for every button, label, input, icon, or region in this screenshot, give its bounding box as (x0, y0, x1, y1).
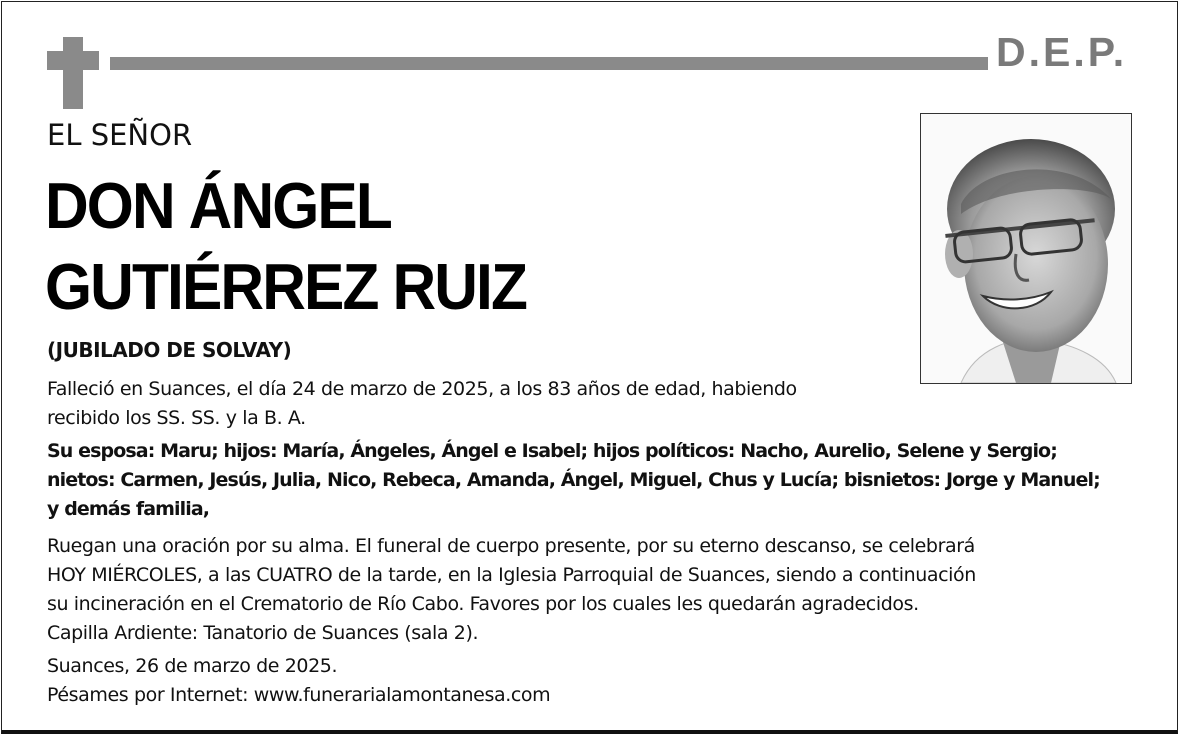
family-line-2: nietos: Carmen, Jesús, Julia, Nico, Rebeca, Amanda, Ángel, Miguel, Chus y Lucía; bisnietos: Jorge y Manuel; (47, 469, 1100, 491)
funeral-line-2: HOY MIÉRCOLES, a las CUATRO de la tarde, en la Iglesia Parroquial de Suances, siendo a continuación (47, 564, 976, 586)
funeral-line-1: Ruegan una oración por su alma. El funeral de cuerpo presente, por su eterno descanso, se celebrará (47, 535, 975, 557)
name-line-2: GUTIÉRREZ RUIZ (45, 249, 527, 323)
occupation: (JUBILADO DE SOLVAY) (47, 338, 292, 362)
funeral-line-3: su incineración en el Crematorio de Río Cabo. Favores por los cuales les quedarán agradecidos. (47, 593, 919, 615)
portrait-image (921, 114, 1131, 383)
condolences-link[interactable]: Pésames por Internet: www.funerarialamontanesa.com (47, 684, 551, 706)
name-line-1: DON ÁNGEL (45, 169, 391, 242)
deceased-name (45, 166, 562, 327)
family-line-3: y demás familia, (47, 498, 210, 520)
honorific: EL SEÑOR (47, 118, 193, 152)
place-date: Suances, 26 de marzo de 2025. (47, 655, 338, 677)
death-line-2: recibido los SS. SS. y la B. A. (47, 407, 306, 429)
funeral-line-4: Capilla Ardiente: Tanatorio de Suances (sala 2). (47, 622, 479, 644)
cross-icon-bar (47, 51, 99, 70)
funeral-paragraph (47, 532, 976, 648)
death-line-1: Falleció en Suances, el día 24 de marzo de 2025, a los 83 años de edad, habiendo (47, 378, 797, 400)
cross-icon (63, 37, 83, 109)
closing (47, 652, 550, 710)
dep-label: D.E.P. (996, 29, 1128, 75)
header-rule (110, 57, 988, 70)
family-line-1: Su esposa: Maru; hijos: María, Ángeles, Ángel e Isabel; hijos políticos: Nacho, Aurelio, Selene y Sergio; (47, 440, 1057, 462)
family-paragraph (47, 437, 1100, 524)
portrait-photo (920, 113, 1132, 384)
death-paragraph (47, 375, 797, 433)
